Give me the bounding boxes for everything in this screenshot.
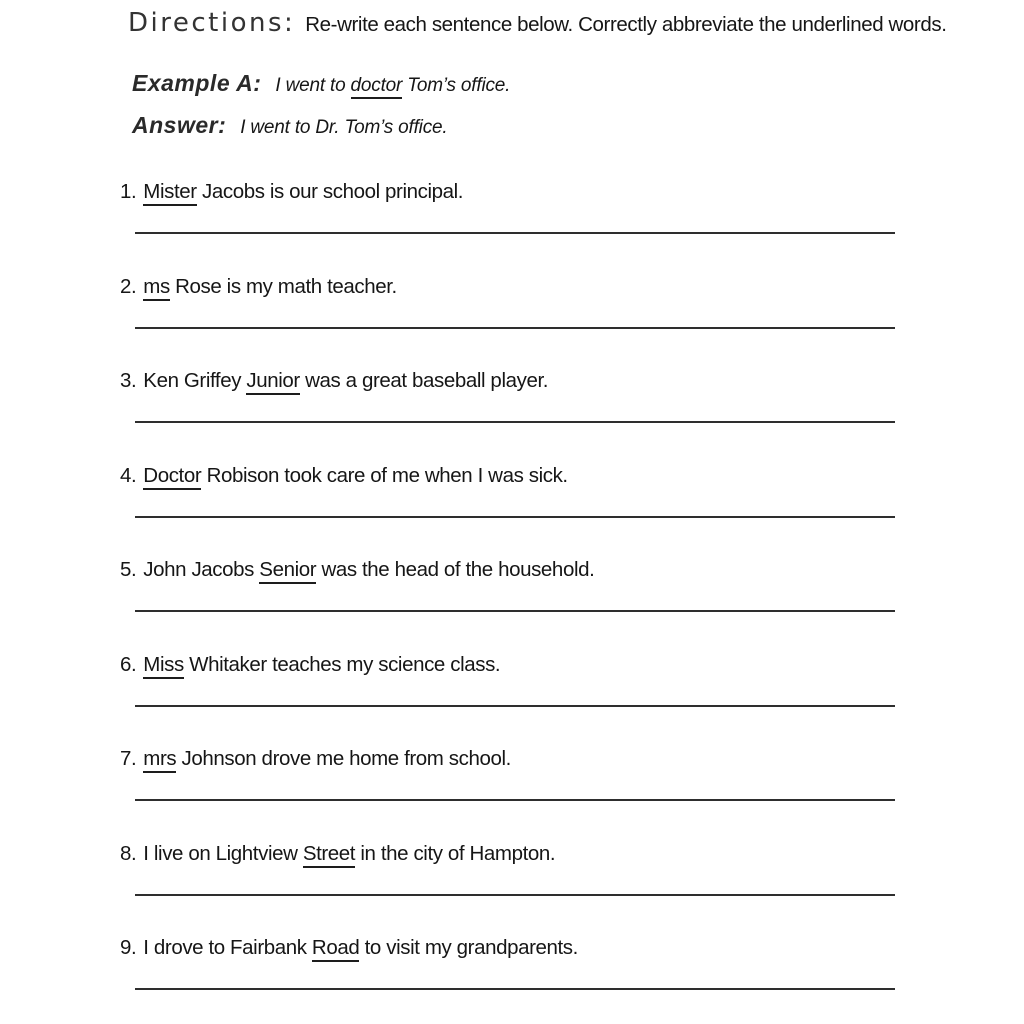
question-number: 4. xyxy=(120,463,137,487)
example-sentence xyxy=(275,75,510,97)
underlined-word: Doctor xyxy=(143,464,201,490)
underlined-word: ms xyxy=(143,275,170,301)
answer-row xyxy=(132,112,447,139)
question-number: 3. xyxy=(120,369,137,392)
question-item xyxy=(120,464,912,559)
question-item xyxy=(120,842,912,937)
example-post-text: Tom’s office. xyxy=(402,75,511,96)
underlined-word: Mister xyxy=(143,180,196,206)
answer-sentence: I went to Dr. Tom’s office. xyxy=(240,117,448,138)
sentence-pre-text: Ken Griffey xyxy=(143,369,247,392)
sentence-post-text: to visit my grandparents. xyxy=(359,936,578,959)
answer-line xyxy=(135,610,895,612)
question-sentence xyxy=(120,180,912,204)
question-number: 7. xyxy=(120,747,137,770)
answer-line xyxy=(135,516,895,518)
sentence-post-text: was the head of the household. xyxy=(316,558,595,581)
question-number: 6. xyxy=(120,652,137,676)
underlined-word: Miss xyxy=(143,653,184,679)
sentence-post-text: Jacobs is our school principal. xyxy=(196,180,464,203)
question-sentence xyxy=(120,653,912,677)
question-number: 2. xyxy=(120,274,137,298)
question-item xyxy=(120,936,912,1024)
answer-line xyxy=(135,232,895,234)
example-row xyxy=(132,70,510,97)
answer-label: Answer: xyxy=(132,112,227,138)
directions-label: Directions: xyxy=(128,8,296,38)
underlined-word: mrs xyxy=(143,747,176,773)
answer-line xyxy=(135,799,895,801)
answer-line xyxy=(135,894,895,896)
sentence-post-text: Johnson drove me home from school. xyxy=(176,747,511,770)
answer-line xyxy=(135,705,895,707)
example-pre-text: I went to xyxy=(275,75,351,96)
answer-line xyxy=(135,421,895,423)
question-sentence xyxy=(120,464,912,488)
sentence-post-text: Rose is my math teacher. xyxy=(169,274,397,298)
question-item xyxy=(120,747,912,842)
question-item xyxy=(120,275,912,370)
directions-text: Re-write each sentence below. Correctly abbreviate the underlined words. xyxy=(305,13,947,36)
directions-header xyxy=(128,8,947,38)
question-number: 5. xyxy=(120,558,137,581)
sentence-post-text: Whitaker teaches my science class. xyxy=(183,652,501,676)
underlined-word: Road xyxy=(312,936,359,962)
underlined-word: Street xyxy=(303,842,355,868)
sentence-post-text: in the city of Hampton. xyxy=(355,841,556,865)
question-sentence xyxy=(120,369,912,393)
question-sentence xyxy=(120,842,912,866)
question-item xyxy=(120,558,912,653)
question-list xyxy=(120,180,912,1024)
sentence-pre-text: I live on Lightview xyxy=(143,841,303,865)
sentence-post-text: Robison took care of me when I was sick. xyxy=(201,463,568,487)
question-item xyxy=(120,653,912,748)
question-sentence xyxy=(120,558,912,582)
question-number: 9. xyxy=(120,936,137,959)
question-sentence xyxy=(120,936,912,960)
answer-line xyxy=(135,988,895,990)
sentence-pre-text: John Jacobs xyxy=(143,558,260,581)
question-sentence xyxy=(120,275,912,299)
question-item xyxy=(120,180,912,275)
sentence-pre-text: I drove to Fairbank xyxy=(143,936,312,959)
question-number: 8. xyxy=(120,841,137,865)
answer-line xyxy=(135,327,895,329)
question-sentence xyxy=(120,747,912,771)
question-number: 1. xyxy=(120,180,137,203)
sentence-post-text: was a great baseball player. xyxy=(299,369,549,392)
example-underlined-word: doctor xyxy=(351,75,403,99)
underlined-word: Junior xyxy=(246,369,299,395)
question-item xyxy=(120,369,912,464)
underlined-word: Senior xyxy=(259,558,316,584)
example-label: Example A: xyxy=(132,70,262,96)
